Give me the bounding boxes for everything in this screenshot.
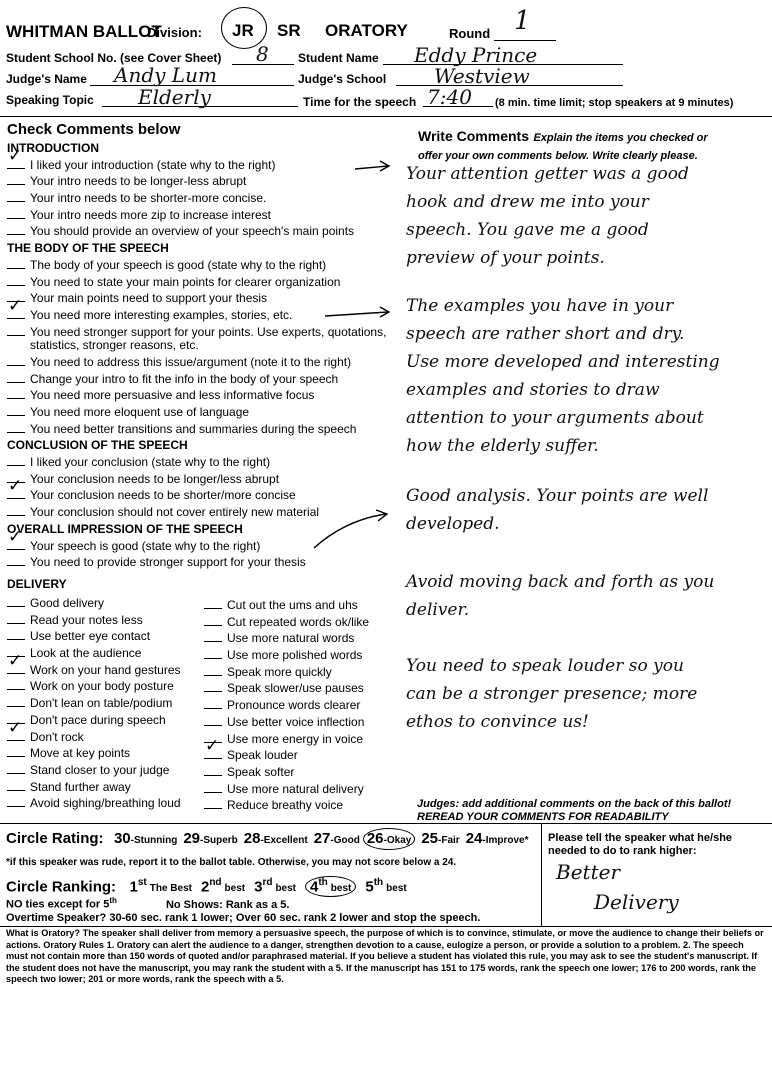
delivery-item[interactable] bbox=[204, 714, 414, 731]
write-footer-2: REREAD YOUR COMMENTS FOR READABILITY bbox=[417, 811, 669, 823]
ranking-option[interactable] bbox=[254, 877, 296, 896]
check-item-label: statistics, stronger reasons, etc. bbox=[30, 338, 199, 353]
footer-divider bbox=[0, 926, 772, 927]
write-instructions-1: Explain the items you checked or bbox=[533, 132, 708, 144]
delivery-item[interactable] bbox=[7, 645, 207, 662]
checkbox-blank[interactable] bbox=[204, 614, 222, 626]
ranking-word: best bbox=[330, 883, 352, 895]
comment-line: developed. bbox=[406, 514, 500, 534]
checkbox-blank[interactable] bbox=[7, 504, 25, 516]
delivery-item-label: Cut repeated words ok/like bbox=[227, 614, 370, 629]
check-item-label: Your main points need to support your thesis bbox=[30, 291, 268, 306]
topic-label: Speaking Topic bbox=[6, 93, 94, 107]
ranking-word: The Best bbox=[149, 883, 192, 895]
rating-row bbox=[6, 828, 529, 850]
delivery-item[interactable] bbox=[204, 731, 414, 748]
comment-line: hook and drew me into your bbox=[406, 192, 649, 212]
delivery-item-label: Reduce breathy voice bbox=[227, 798, 344, 813]
comment-line: Your attention getter was a good bbox=[406, 164, 689, 184]
oratory-rules-text: The speaker shall deliver from memory a persuasive speech, the purpose of which is to convince, stimulate, or move the audience to change their beliefs or actions. Oratory Rules 1. Oratory can alert the audience to a danger, strengthen devotion to a cause, eulogize a person, or provide a solution to a problem. 2. The speech must not contain more than 150 words of quoted and/or paraphrased material. If you believe a student has violated this rule, you may ask to see the student's manuscript. If the student does not have the manuscript, you may rank the student with a 5. If the manuscript has 151 to 175 words, rank the speech one lower; 176 to 200 words, rank the speech two lower; 201 or more words, rank the speech with a 5. bbox=[6, 928, 764, 984]
comment-line: The examples you have in your bbox=[406, 296, 674, 316]
section-heading: THE BODY OF THE SPEECH bbox=[7, 241, 169, 256]
no-shows-text: No Shows: Rank as a 5. bbox=[165, 898, 290, 911]
checkbox-blank[interactable] bbox=[7, 404, 25, 416]
write-heading-block bbox=[418, 128, 768, 164]
checkbox-blank[interactable] bbox=[7, 779, 25, 791]
check-heading: Check Comments below bbox=[7, 121, 181, 138]
ranking-label: Circle Ranking: bbox=[6, 878, 117, 896]
delivery-item[interactable] bbox=[7, 628, 207, 645]
overtime-text: Overtime Speaker? 30-60 sec. rank 1 lower; Over 60 sec. rank 2 lower and stop the speech. bbox=[6, 912, 481, 924]
ranking-option[interactable] bbox=[305, 876, 356, 897]
ranking-suffix: th bbox=[318, 877, 328, 888]
section-heading: INTRODUCTION bbox=[7, 141, 99, 155]
delivery-heading: DELIVERY bbox=[7, 577, 67, 591]
delivery-item[interactable] bbox=[204, 664, 414, 681]
delivery-item-label: Stand closer to your judge bbox=[30, 762, 170, 777]
rating-number: 30 bbox=[113, 830, 131, 847]
ballot-title: WHITMAN BALLOT bbox=[6, 22, 162, 41]
rating-option[interactable] bbox=[183, 830, 237, 848]
check-item-label: Change your intro to fit the info in the body of your speech bbox=[30, 371, 339, 386]
checkbox-blank[interactable] bbox=[204, 797, 222, 809]
comment-line: examples and stories to draw bbox=[406, 380, 660, 400]
rating-number: 27 bbox=[313, 830, 331, 847]
ranking-number: 1 bbox=[129, 878, 138, 896]
tell-prompt-1: Please tell the speaker what he/she bbox=[548, 832, 733, 844]
comment-line: ethos to convince us! bbox=[406, 712, 589, 732]
checkbox-blank[interactable] bbox=[7, 695, 25, 707]
round-label: Round bbox=[449, 26, 491, 41]
checkbox-blank[interactable] bbox=[7, 745, 25, 757]
checkbox-blank[interactable] bbox=[7, 190, 25, 202]
checkbox-blank[interactable] bbox=[204, 647, 222, 659]
checkbox-blank[interactable] bbox=[204, 781, 222, 793]
delivery-item-label: Speak louder bbox=[227, 748, 298, 763]
checkbox-blank[interactable] bbox=[7, 371, 25, 383]
arrow-body-icon bbox=[325, 307, 389, 317]
ranking-number: 4 bbox=[310, 878, 319, 896]
check-item-label: I liked your conclusion (state why to the right) bbox=[30, 455, 271, 470]
round-line bbox=[494, 40, 556, 41]
delivery-item-label: Use more polished words bbox=[227, 648, 363, 663]
division-jr[interactable]: JR bbox=[232, 21, 254, 40]
checkbox-blank[interactable] bbox=[204, 597, 222, 609]
delivery-left-list bbox=[7, 595, 207, 812]
checkbox-blank[interactable] bbox=[7, 354, 25, 366]
delivery-item-label: Speak more quickly bbox=[227, 664, 332, 679]
delivery-item-label: Don't rock bbox=[30, 729, 84, 744]
check-item-label: You need to state your main points for clearer organization bbox=[30, 274, 341, 289]
delivery-item-label: Good delivery bbox=[30, 596, 105, 610]
comment-block bbox=[406, 292, 720, 460]
comment-line: Avoid moving back and forth as you bbox=[406, 572, 715, 592]
delivery-item[interactable] bbox=[7, 762, 207, 779]
check-item-label: Your conclusion needs to be shorter/more concise bbox=[30, 488, 296, 503]
oratory-definition bbox=[6, 928, 766, 986]
tell-prompt-2: needed to do to rank higher: bbox=[548, 845, 697, 857]
delivery-item-label: Speak softer bbox=[227, 764, 295, 779]
ranking-suffix: rd bbox=[262, 877, 273, 888]
checkbox-blank[interactable] bbox=[7, 795, 25, 807]
write-heading: Write Comments bbox=[418, 128, 529, 144]
check-item-label: The body of your speech is good (state why to the right) bbox=[30, 257, 327, 272]
checkmark-icon[interactable] bbox=[7, 487, 25, 499]
delivery-item-label: Use more natural words bbox=[227, 631, 355, 646]
rating-word: -Superb bbox=[200, 835, 238, 846]
checkbox-blank[interactable] bbox=[7, 554, 25, 566]
rating-option[interactable] bbox=[244, 830, 308, 848]
rating-number: 26 bbox=[366, 830, 384, 847]
delivery-item-label: Move at key points bbox=[30, 746, 131, 761]
rating-number: 28 bbox=[243, 830, 261, 847]
delivery-item[interactable] bbox=[7, 795, 207, 812]
checkbox-blank[interactable] bbox=[7, 207, 25, 219]
delivery-item[interactable] bbox=[204, 764, 414, 781]
check-item-label: You need stronger support for your points. Use experts, quotations, bbox=[30, 324, 387, 339]
checkmark-icon[interactable] bbox=[7, 662, 25, 674]
delivery-item[interactable] bbox=[204, 781, 414, 798]
header-divider bbox=[0, 116, 772, 117]
time-note: (8 min. time limit; stop speakers at 9 minutes) bbox=[495, 97, 734, 109]
rating-word: -Excellent bbox=[260, 835, 308, 846]
delivery-item-label: Use better eye contact bbox=[30, 629, 151, 644]
delivery-item[interactable] bbox=[7, 729, 207, 746]
ranking-word: best bbox=[224, 883, 246, 895]
arrow-overall-icon bbox=[314, 510, 387, 548]
write-footer-1: Judges: add additional comments on the back of this ballot! bbox=[417, 798, 732, 810]
section-heading: CONCLUSION OF THE SPEECH bbox=[7, 438, 188, 453]
judge-school-label: Judge's School bbox=[298, 72, 387, 86]
check-item-label: Your conclusion needs to be longer/less abrupt bbox=[30, 471, 280, 486]
checkbox-blank[interactable] bbox=[7, 257, 25, 269]
checkbox-blank[interactable] bbox=[7, 595, 25, 607]
ranking-row bbox=[6, 876, 407, 897]
checkmark-icon[interactable] bbox=[204, 747, 222, 759]
checkbox-blank[interactable] bbox=[7, 324, 25, 336]
checkmark-icon[interactable] bbox=[7, 538, 25, 550]
checkbox-blank[interactable] bbox=[7, 274, 25, 286]
checkbox-blank[interactable] bbox=[7, 612, 25, 624]
check-item[interactable] bbox=[7, 554, 402, 571]
checkbox-blank[interactable] bbox=[204, 764, 222, 776]
delivery-item[interactable] bbox=[204, 697, 414, 714]
comment-line: deliver. bbox=[406, 600, 470, 620]
oratory-question: What is Oratory? bbox=[6, 928, 81, 938]
comment-block bbox=[406, 482, 708, 538]
check-item-label: Your speech is good (state why to the right) bbox=[30, 538, 261, 553]
judge-name-label: Judge's Name bbox=[6, 72, 87, 86]
rating-word: -Okay bbox=[383, 835, 412, 846]
check-item-label: You need more eloquent use of language bbox=[30, 405, 250, 419]
check-item-label: You should provide an overview of your speech's main points bbox=[30, 224, 355, 239]
delivery-item-label: Don't pace during speech bbox=[30, 712, 166, 727]
comment-line: Use more developed and interesting bbox=[406, 352, 720, 372]
ranking-option[interactable] bbox=[129, 877, 191, 896]
checkbox-blank[interactable] bbox=[204, 680, 222, 692]
checkbox-blank[interactable] bbox=[7, 678, 25, 690]
checkbox-blank[interactable] bbox=[204, 697, 222, 709]
delivery-item[interactable] bbox=[7, 712, 207, 729]
judge-school-value[interactable]: Westview bbox=[434, 64, 530, 88]
event-name: ORATORY bbox=[325, 21, 408, 40]
rating-option[interactable] bbox=[466, 830, 529, 848]
round-value[interactable]: 1 bbox=[514, 6, 531, 36]
delivery-item-label: Pronounce words clearer bbox=[227, 698, 361, 713]
comment-line: speech are rather short and dry. bbox=[406, 324, 685, 344]
comment-line: can be a stronger presence; more bbox=[406, 684, 698, 704]
delivery-item-label: Read your notes less bbox=[30, 612, 143, 627]
division-sr[interactable]: SR bbox=[277, 21, 301, 40]
ranking-number: 5 bbox=[365, 878, 374, 896]
time-label: Time for the speech bbox=[303, 95, 417, 109]
delivery-item[interactable] bbox=[7, 662, 207, 679]
delivery-item-label: Look at the audience bbox=[30, 646, 142, 661]
section-heading: OVERALL IMPRESSION OF THE SPEECH bbox=[7, 521, 243, 536]
delivery-item[interactable] bbox=[7, 612, 207, 629]
ranking-number: 2 bbox=[200, 878, 210, 896]
rating-number: 29 bbox=[183, 830, 200, 847]
delivery-item[interactable] bbox=[7, 779, 207, 796]
comment-line: speech. You gave me a good bbox=[406, 220, 649, 240]
delivery-item[interactable] bbox=[204, 647, 414, 664]
rating-option[interactable] bbox=[114, 830, 177, 848]
rating-word: -Good bbox=[330, 835, 360, 846]
comment-line: You need to speak louder so you bbox=[406, 656, 684, 676]
delivery-item-label: Stand further away bbox=[30, 779, 131, 794]
student-name-value[interactable]: Eddy Prince bbox=[414, 43, 538, 67]
ranking-word: best bbox=[275, 883, 296, 895]
delivery-item[interactable] bbox=[204, 797, 414, 814]
delivery-item[interactable] bbox=[7, 745, 207, 762]
check-item-label: You need more interesting examples, stories, etc. bbox=[30, 307, 293, 322]
rating-note: *if this speaker was rude, report it to the ballot table. Otherwise, you may not score below a 24. bbox=[6, 857, 457, 868]
comment-block bbox=[406, 652, 697, 736]
delivery-right-list bbox=[204, 597, 414, 814]
delivery-item-label: Work on your hand gestures bbox=[30, 662, 181, 677]
checkbox-blank[interactable] bbox=[204, 664, 222, 676]
school-no-value[interactable]: 8 bbox=[256, 42, 269, 66]
judge-name-value[interactable]: Andy Lum bbox=[114, 63, 217, 87]
comment-line: Good analysis. Your points are well bbox=[406, 486, 709, 506]
check-item-label: You need to provide stronger support for your thesis bbox=[30, 555, 306, 570]
arrow-intro-icon bbox=[355, 161, 389, 171]
checkbox-blank[interactable] bbox=[7, 628, 25, 640]
check-item-label: You need to address this issue/argument (note it to the right) bbox=[30, 354, 352, 369]
rating-label: Circle Rating: bbox=[6, 830, 104, 847]
checkbox-blank[interactable] bbox=[7, 387, 25, 399]
delivery-item-label: Cut out the ums and uhs bbox=[227, 598, 358, 612]
topic-value[interactable]: Elderly bbox=[138, 85, 211, 109]
student-name-label: Student Name bbox=[298, 51, 379, 65]
school-no-label: Student School No. (see Cover Sheet) bbox=[6, 51, 222, 65]
delivery-item[interactable] bbox=[7, 678, 207, 695]
comment-line: how the elderly suffer. bbox=[406, 436, 599, 456]
rating-word: -Fair bbox=[438, 835, 460, 846]
delivery-item[interactable] bbox=[204, 614, 414, 631]
delivery-item-label: Avoid sighing/breathing loud bbox=[30, 796, 181, 811]
no-ties-line bbox=[6, 896, 289, 911]
comment-arrows bbox=[300, 150, 410, 550]
checkbox-blank[interactable] bbox=[7, 223, 25, 235]
checkmark-icon[interactable] bbox=[7, 157, 25, 169]
comment-block bbox=[406, 160, 689, 272]
check-item-label: Your conclusion should not cover entirely new material bbox=[30, 505, 320, 520]
checkbox-blank[interactable] bbox=[7, 762, 25, 774]
rating-word: -Improve* bbox=[482, 835, 529, 846]
checkbox-blank[interactable] bbox=[7, 421, 25, 433]
tell-answer-2[interactable]: Delivery bbox=[594, 890, 679, 914]
check-item-label: You need more persuasive and less informative focus bbox=[30, 388, 315, 403]
delivery-item-label: Use more natural delivery bbox=[227, 781, 364, 796]
rating-option[interactable] bbox=[314, 830, 360, 848]
check-item-label: Your intro needs to be shorter-more concise. bbox=[30, 191, 267, 206]
rating-option[interactable] bbox=[421, 830, 459, 848]
delivery-item[interactable] bbox=[7, 695, 207, 712]
checkmark-icon[interactable] bbox=[7, 729, 25, 741]
delivery-item[interactable] bbox=[204, 630, 414, 647]
check-item-label: Your intro needs more zip to increase interest bbox=[30, 207, 272, 222]
rating-option[interactable] bbox=[363, 828, 415, 850]
ranking-suffix: nd bbox=[209, 877, 222, 888]
ranking-word: best bbox=[386, 883, 407, 895]
rating-word: -Stunning bbox=[130, 835, 178, 846]
checkmark-icon[interactable] bbox=[7, 307, 25, 319]
division-label: Division: bbox=[147, 25, 202, 40]
ranking-number: 3 bbox=[254, 878, 263, 896]
delivery-item[interactable] bbox=[7, 595, 207, 612]
no-ties-text: NO ties except for 5 bbox=[6, 898, 110, 911]
ranking-option[interactable] bbox=[201, 877, 245, 896]
tell-answer-1[interactable]: Better bbox=[556, 860, 621, 884]
check-item-label: I liked your introduction (state why to the right) bbox=[30, 157, 276, 172]
no-ties-sup: th bbox=[109, 896, 117, 905]
ranking-suffix: th bbox=[373, 877, 384, 888]
comment-line: attention to your arguments about bbox=[406, 408, 704, 428]
check-item-label: Your intro needs to be longer-less abrupt bbox=[30, 174, 247, 189]
checkbox-blank[interactable] bbox=[204, 714, 222, 726]
ranking-suffix: st bbox=[137, 877, 147, 888]
delivery-item[interactable] bbox=[204, 747, 414, 764]
checkbox-blank[interactable] bbox=[7, 173, 25, 185]
checkbox-blank[interactable] bbox=[204, 630, 222, 642]
delivery-item-label: Work on your body posture bbox=[30, 679, 174, 694]
delivery-item-label: Don't lean on table/podium bbox=[30, 696, 173, 711]
comment-line: preview of your points. bbox=[406, 248, 605, 268]
delivery-item[interactable] bbox=[204, 597, 414, 614]
delivery-item[interactable] bbox=[204, 680, 414, 697]
checkbox-blank[interactable] bbox=[7, 454, 25, 466]
rating-number: 24 bbox=[465, 830, 483, 847]
ranking-option[interactable] bbox=[365, 877, 406, 896]
time-value[interactable]: 7:40 bbox=[427, 85, 472, 109]
rating-number: 25 bbox=[421, 830, 439, 847]
check-item-label: You need better transitions and summaries during the speech bbox=[30, 421, 357, 436]
delivery-item-label: Use better voice inflection bbox=[227, 714, 365, 729]
delivery-item-label: Use more energy in voice bbox=[227, 731, 364, 746]
delivery-item-label: Speak slower/use pauses bbox=[227, 681, 364, 696]
comment-block bbox=[406, 568, 714, 624]
write-instructions-2: offer your own comments below. Write clearly please. bbox=[418, 150, 698, 162]
